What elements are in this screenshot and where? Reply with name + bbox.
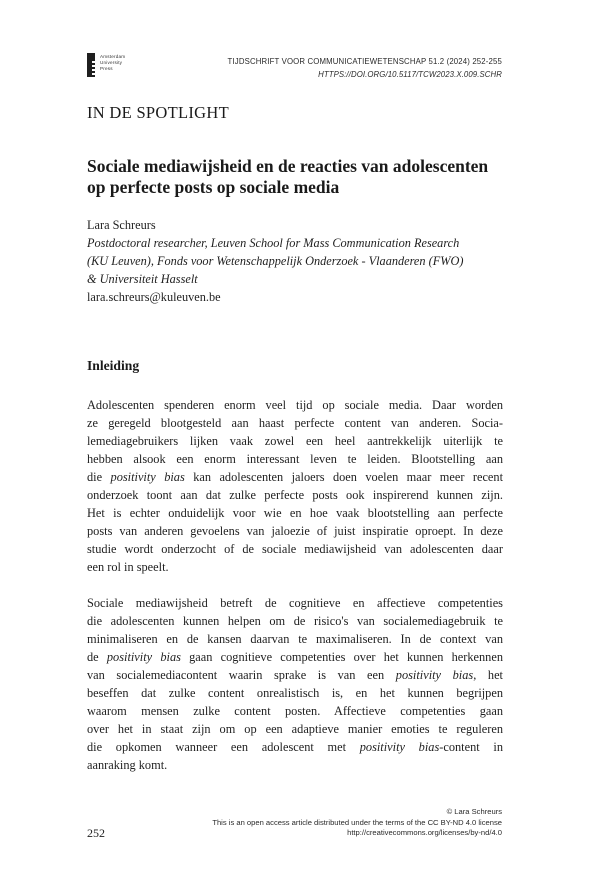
paragraph-line (87, 468, 503, 486)
license-footer (212, 807, 502, 839)
paragraph-line (87, 738, 503, 756)
paragraph-line: die adolescenten kunnen helpen om de risico's van socialemediagebruik te (87, 614, 503, 628)
paragraph-line: Adolescenten spenderen enorm veel tijd op sociale media. Daar worden (87, 398, 503, 412)
emphasis-term: positivity bias (110, 470, 185, 484)
article-title (87, 156, 517, 198)
author-name: Lara Schreurs (87, 218, 156, 232)
paragraph-line (87, 666, 503, 684)
publisher-logo-mark-icon (87, 53, 95, 77)
paragraph-line: Sociale mediawijsheid betreft de cognitieve en affectieve competenties (87, 596, 503, 610)
paragraph-line: aanraking komt. (87, 758, 168, 772)
publisher-logo-line: Amsterdam (100, 54, 126, 59)
section-heading: Inleiding (87, 358, 140, 373)
paragraph-line: onderzoek toont aan dat zulke perfecte posts ook inspirerend kunnen zijn. (87, 488, 503, 502)
emphasis-term: positivity bias (359, 740, 440, 754)
license-statement: This is an open access article distributed under the terms of the CC BY-ND 4.0 license (212, 817, 502, 827)
publisher-logo (87, 53, 125, 77)
paragraph-line: hebben alsook een enorm interessant leven te leiden. Blootstelling aan (87, 452, 503, 466)
author-affiliation-line: Postdoctoral researcher, Leuven School for Mass Communication Research (87, 236, 460, 250)
license-url-link[interactable]: http://creativecommons.org/licenses/by-nd/4.0 (347, 828, 502, 838)
paragraph-line: beseffen dat zulke content onrealistisch is, en het kunnen begrijpen (87, 686, 503, 700)
page-number: 252 (87, 826, 105, 840)
paragraph-line: een rol in speelt. (87, 560, 169, 574)
text-run: -content in (439, 740, 503, 754)
text-run: die (87, 470, 111, 484)
text-run: , het (473, 668, 503, 682)
copyright-notice: © Lara Schreurs (446, 807, 502, 816)
publisher-logo-line: Press (100, 66, 113, 72)
paragraph-line: ze geregeld blootgesteld aan haast perfecte content van anderen. Socia- (87, 416, 503, 430)
paragraph-line: studie wordt onderzocht of de sociale mediawijsheid van adolescenten daar (87, 542, 503, 556)
paragraph-line: minimaliseren en de kansen daarvan te maximaliseren. In de context van (87, 632, 503, 646)
doi-link[interactable]: HTTPS://DOI.ORG/10.5117/TCW2023.X.009.SCHR (318, 70, 502, 79)
section-label: IN DE SPOTLIGHT (87, 103, 229, 122)
author-affiliation-line: & Universiteit Hasselt (87, 272, 198, 286)
author-affiliation-line: (KU Leuven), Fonds voor Wetenschappelijk Onderzoek - Vlaanderen (FWO) (87, 254, 464, 268)
text-run: die opkomen wanneer een adolescent met (87, 740, 360, 754)
body-paragraph (87, 396, 503, 576)
paragraph-line: posts van anderen gevoelens van jaloezie of juist inspiratie oproept. In deze (87, 524, 503, 538)
article-title-line: Sociale mediawijsheid en de reacties van adolescenten (87, 156, 489, 176)
emphasis-term: positivity bias (106, 650, 181, 664)
emphasis-term: positivity bias (395, 668, 474, 682)
paragraph-line (87, 648, 503, 666)
text-run: van socialemediacontent waarin sprake is van een (87, 668, 396, 682)
paragraph-line: Het is echter onduidelijk voor wie en hoe vaak blootstelling aan perfecte (87, 506, 503, 520)
article-title-line: op perfecte posts op sociale media (87, 177, 340, 197)
text-run: gaan cognitieve competenties over het kunnen herkennen (180, 650, 503, 664)
publisher-logo-text (100, 53, 125, 73)
paragraph-line: waarom mensen zulke content posten. Affectieve competenties gaan (87, 704, 503, 718)
journal-citation: TIJDSCHRIFT VOOR COMMUNICATIEWETENSCHAP 51.2 (2024) 252-255 (227, 57, 502, 66)
publisher-logo-line: University (100, 60, 123, 66)
text-run: kan adolescenten jaloers doen voelen maar meer recent (184, 470, 504, 484)
text-run: de (87, 650, 107, 664)
author-email[interactable]: lara.schreurs@kuleuven.be (87, 290, 221, 304)
body-paragraph (87, 594, 503, 774)
author-block (87, 216, 507, 306)
paragraph-line: lemediagebruikers lijken vaak zowel een heel aantrekkelijk uiterlijk te (87, 434, 503, 448)
paragraph-line: over het in staat zijn om op een adaptieve manier emoties te reguleren (87, 722, 503, 736)
